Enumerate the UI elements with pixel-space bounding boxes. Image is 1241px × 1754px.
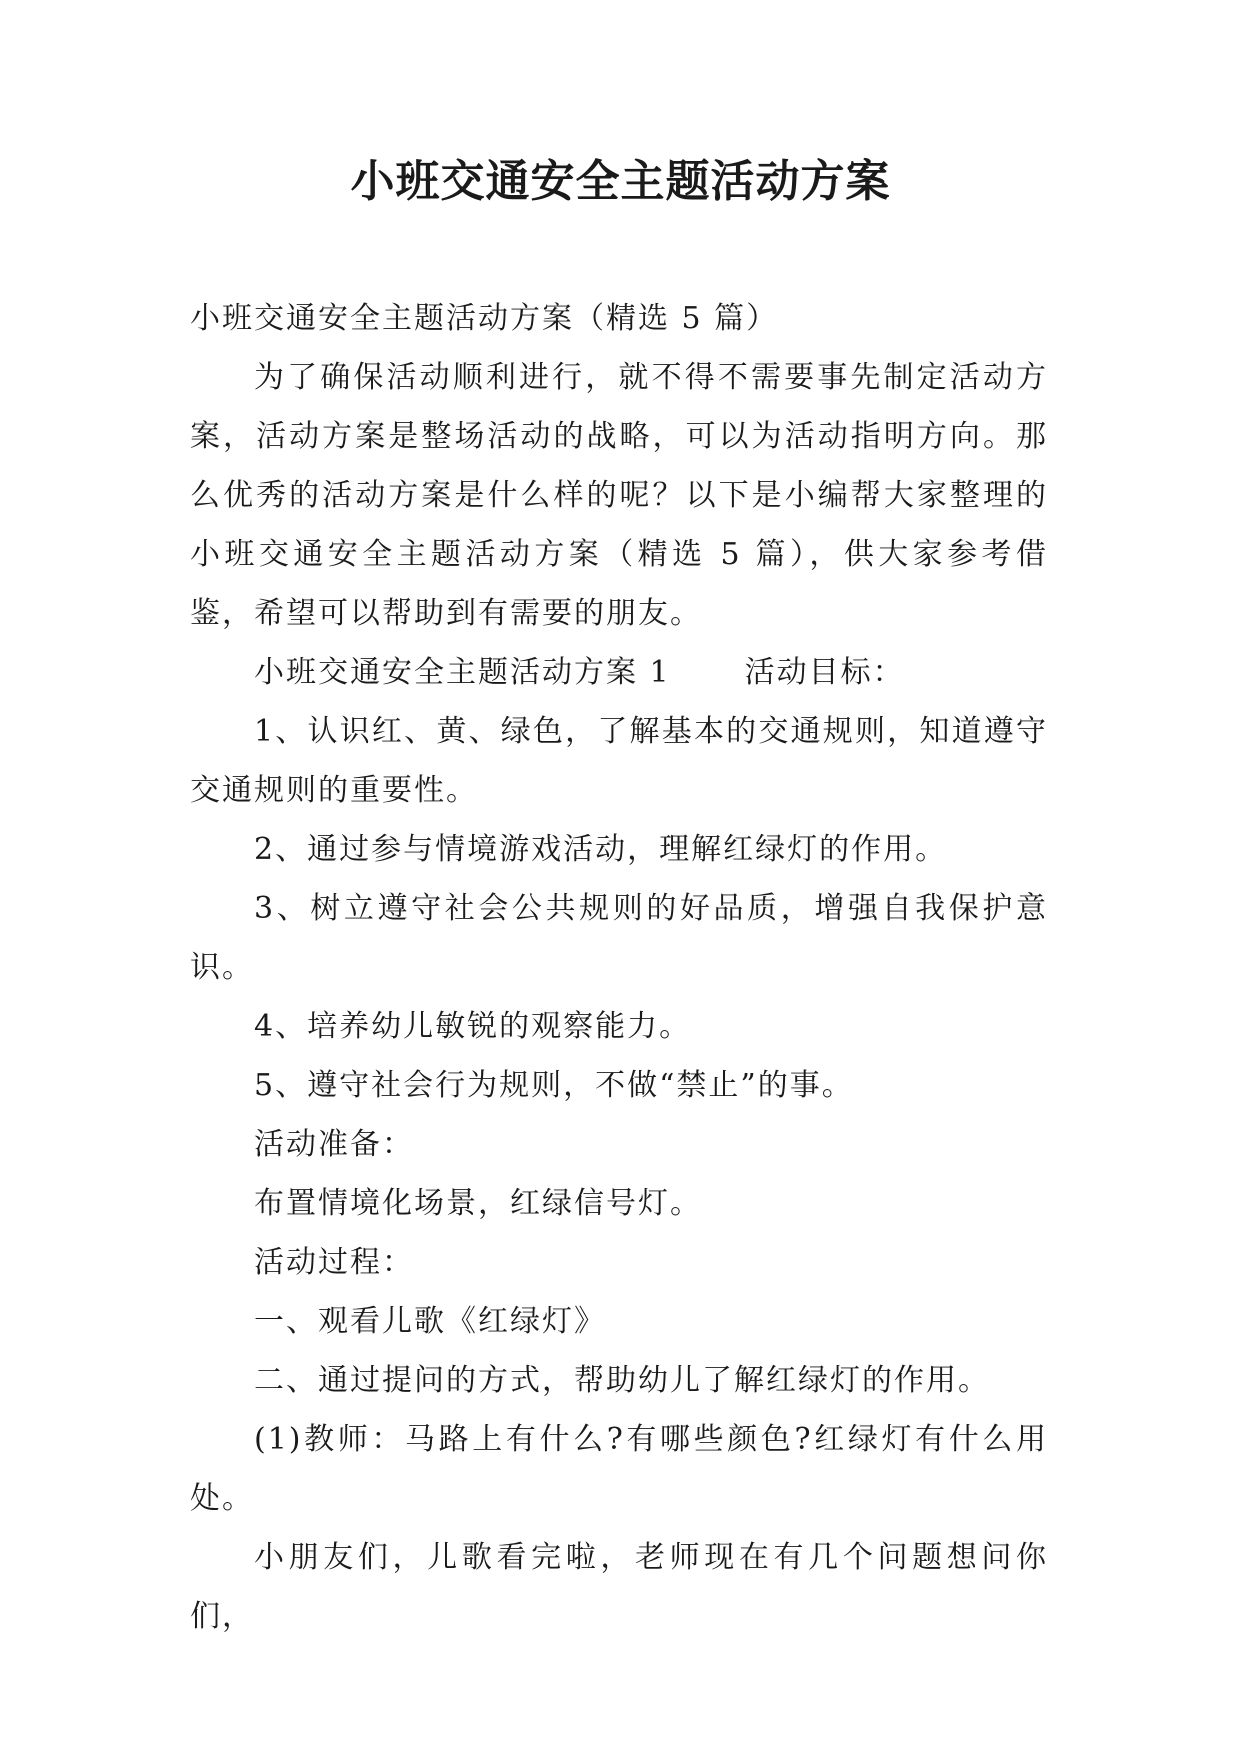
process-step: 一、观看儿歌《红绿灯》 [254, 1304, 606, 1339]
goals-label: 活动目标： [744, 655, 905, 690]
goal-item: 5、遵守社会行为规则，不做“禁止”的事。 [254, 1068, 854, 1103]
document-title: 小班交通安全主题活动方案 [350, 156, 891, 207]
goal-item: 2、通过参与情境游戏活动，理解红绿灯的作用。 [254, 832, 948, 867]
prep-label: 活动准备： [254, 1127, 414, 1162]
document-body [190, 289, 1048, 1646]
document-subtitle: 小班交通安全主题活动方案（精选 5 篇） [190, 301, 779, 336]
intro-paragraph: 为了确保活动顺利进行，就不得不需要事先制定活动方案，活动方案是整场活动的战略，可以为活动指明方向。那么优秀的活动方案是什么样的呢？以下是小编帮大家整理的小班交通安全主题活动方案（精选 5 篇），供大家参考借鉴，希望可以帮助到有需要的朋友。 [190, 360, 1048, 631]
goal-item: 3、树立遵守社会公共规则的好品质，增强自我保护意识。 [190, 891, 1048, 985]
goal-item: 1、认识红、黄、绿色，了解基本的交通规则，知道遵守交通规则的重要性。 [190, 714, 1048, 808]
process-label: 活动过程： [254, 1245, 414, 1280]
process-step: (1)教师：马路上有什么?有哪些颜色?红绿灯有什么用处。 [190, 1422, 1048, 1516]
process-step: 二、通过提问的方式，帮助幼儿了解红绿灯的作用。 [254, 1363, 990, 1398]
section-heading-line [190, 643, 1048, 702]
prep-text: 布置情境化场景，红绿信号灯。 [254, 1186, 702, 1221]
goal-item: 4、培养幼儿敏锐的观察能力。 [254, 1009, 692, 1044]
process-step: 小朋友们，儿歌看完啦，老师现在有几个问题想问你们， [190, 1540, 1048, 1634]
section1-heading: 小班交通安全主题活动方案 1 [254, 655, 671, 690]
